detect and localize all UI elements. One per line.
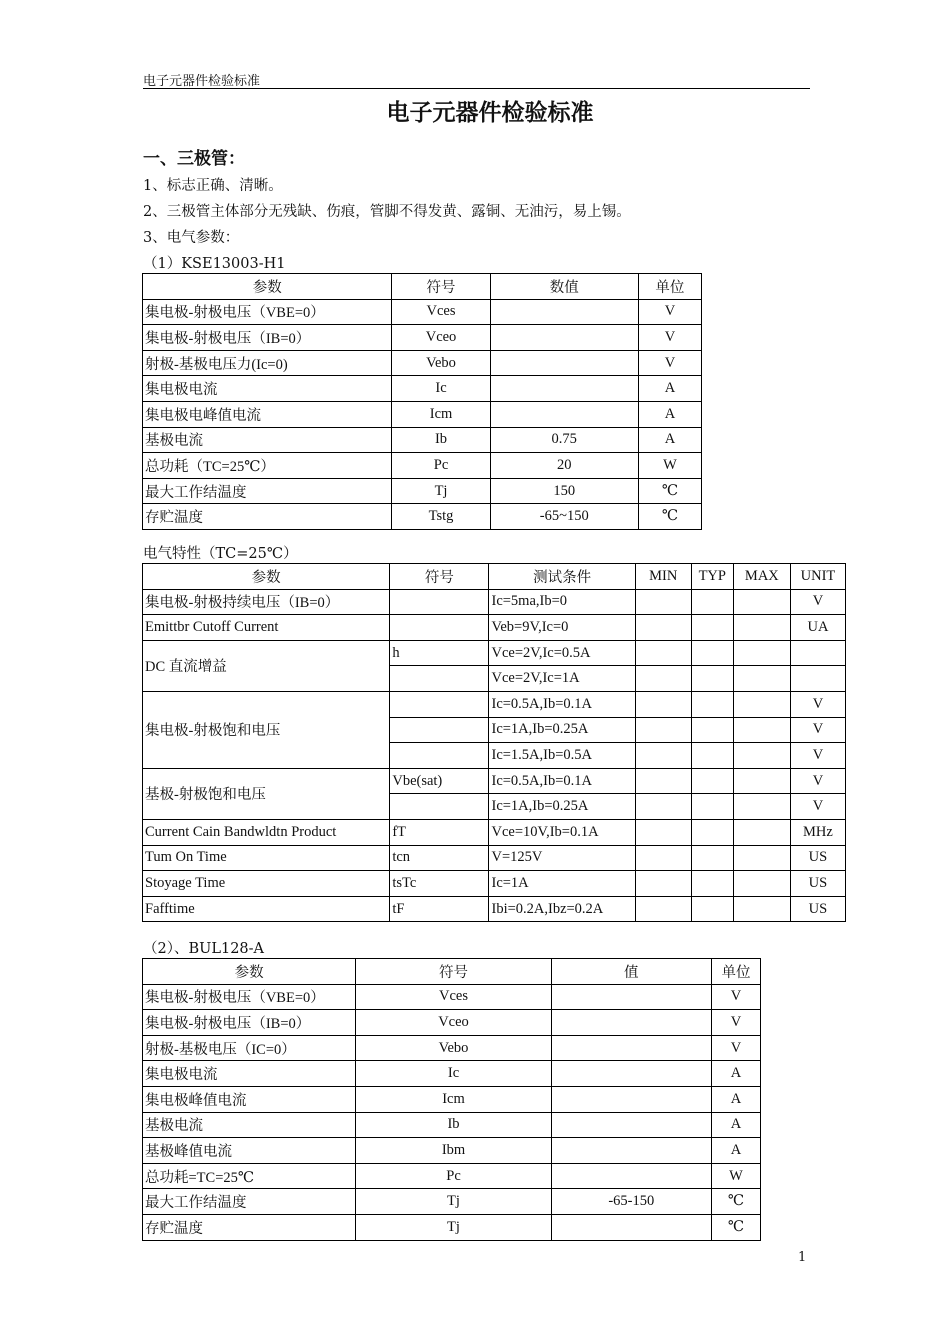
cell-symbol: Icm: [392, 401, 490, 427]
cell-typ: [691, 717, 733, 743]
cell-value: -65~150: [490, 504, 638, 530]
cell-value: [551, 1138, 711, 1164]
cell-param: 基极电流: [143, 1112, 356, 1138]
cell-value: [551, 1086, 711, 1112]
cell-param: Tum On Time: [143, 845, 390, 871]
cell-value: [490, 401, 638, 427]
header-symbol: 符号: [392, 274, 490, 300]
cell-typ: [691, 589, 733, 615]
cell-min: [635, 743, 691, 769]
cell-unit: A: [638, 401, 701, 427]
cell-min: [635, 640, 691, 666]
cell-condition: Vce=10V,Ib=0.1A: [489, 819, 635, 845]
cell-unit: MHz: [790, 819, 845, 845]
table1-caption: （1）KSE13003-H1: [143, 256, 286, 272]
cell-min: [635, 717, 691, 743]
cell-symbol: [390, 743, 489, 769]
cell-symbol: tcn: [390, 845, 489, 871]
table-row: [143, 401, 702, 427]
cell-unit: W: [638, 453, 701, 479]
cell-value: [551, 1214, 711, 1240]
cell-max: [733, 640, 790, 666]
table2-caption: 电气特性（TC=25℃）: [143, 546, 298, 562]
header-symbol: 符号: [390, 564, 489, 590]
cell-param: 集电极电峰值电流: [143, 401, 392, 427]
cell-condition: Ic=0.5A,Ib=0.1A: [489, 691, 635, 717]
cell-typ: [691, 794, 733, 820]
header-typ: TYP: [691, 564, 733, 590]
cell-param: 射极-基极电压力(Ic=0): [143, 350, 392, 376]
cell-value: [551, 1061, 711, 1087]
cell-param: 总功耗=TC=25℃: [143, 1163, 356, 1189]
cell-symbol: [390, 794, 489, 820]
cell-max: [733, 871, 790, 897]
page-number: 1: [798, 1250, 807, 1265]
cell-symbol: fT: [390, 819, 489, 845]
cell-condition: Ic=1.5A,Ib=0.5A: [489, 743, 635, 769]
document-title: 电子元器件检验标准: [386, 100, 594, 126]
cell-typ: [691, 845, 733, 871]
cell-symbol: Pc: [356, 1163, 551, 1189]
cell-param: 集电极-射极持续电压（IB=0）: [143, 589, 390, 615]
cell-unit: V: [790, 768, 845, 794]
cell-symbol: Tj: [356, 1189, 551, 1215]
table-row: [143, 1138, 761, 1164]
table-row: [143, 896, 846, 922]
running-header: 电子元器件检验标准: [143, 74, 261, 89]
table-row: [143, 819, 846, 845]
cell-unit: V: [711, 984, 760, 1010]
cell-symbol: tF: [390, 896, 489, 922]
cell-unit: UA: [790, 615, 845, 641]
cell-unit: V: [638, 325, 701, 351]
cell-typ: [691, 640, 733, 666]
header-symbol: 符号: [356, 959, 551, 985]
table-row: [143, 1214, 761, 1240]
cell-param: 基极峰值电流: [143, 1138, 356, 1164]
cell-symbol: Ib: [356, 1112, 551, 1138]
cell-typ: [691, 871, 733, 897]
cell-condition: Veb=9V,Ic=0: [489, 615, 635, 641]
cell-condition: Ic=1A,Ib=0.25A: [489, 717, 635, 743]
cell-unit: V: [638, 350, 701, 376]
item-3: 3、电气参数：: [143, 230, 240, 246]
cell-param: 集电极-射极电压（IB=0）: [143, 1010, 356, 1036]
cell-unit: ℃: [711, 1214, 760, 1240]
table-row: [143, 376, 702, 402]
cell-typ: [691, 743, 733, 769]
cell-max: [733, 794, 790, 820]
cell-typ: [691, 896, 733, 922]
table-row: [143, 299, 702, 325]
table-kse13003: [142, 273, 702, 530]
cell-unit: ℃: [638, 478, 701, 504]
cell-max: [733, 615, 790, 641]
cell-symbol: Icm: [356, 1086, 551, 1112]
cell-param: 最大工作结温度: [143, 1189, 356, 1215]
cell-unit: A: [638, 427, 701, 453]
table-header-row: [143, 959, 761, 985]
cell-value: 150: [490, 478, 638, 504]
cell-unit: ℃: [711, 1189, 760, 1215]
table-header-row: [143, 274, 702, 300]
cell-symbol: Vces: [392, 299, 490, 325]
header-param: 参数: [143, 959, 356, 985]
table-row: [143, 1035, 761, 1061]
cell-value: [490, 350, 638, 376]
table-row: [143, 1189, 761, 1215]
cell-min: [635, 615, 691, 641]
table-row: [143, 871, 846, 897]
cell-typ: [691, 768, 733, 794]
cell-param: 集电极电流: [143, 1061, 356, 1087]
table-row: [143, 1061, 761, 1087]
cell-condition: Vce=2V,Ic=0.5A: [489, 640, 635, 666]
cell-param: 集电极-射极饱和电压: [143, 691, 390, 768]
cell-param: Emittbr Cutoff Current: [143, 615, 390, 641]
cell-symbol: Ic: [356, 1061, 551, 1087]
header-unit: UNIT: [790, 564, 845, 590]
cell-symbol: Tstg: [392, 504, 490, 530]
cell-value: [490, 299, 638, 325]
cell-symbol: Ic: [392, 376, 490, 402]
cell-unit: A: [638, 376, 701, 402]
cell-min: [635, 589, 691, 615]
table-row: [143, 427, 702, 453]
cell-param: DC 直流增益: [143, 640, 390, 691]
table-bul128a: [142, 958, 761, 1241]
table-row: [143, 350, 702, 376]
cell-symbol: Vebo: [356, 1035, 551, 1061]
cell-min: [635, 871, 691, 897]
cell-symbol: Vceo: [356, 1010, 551, 1036]
cell-max: [733, 589, 790, 615]
cell-unit: V: [711, 1035, 760, 1061]
cell-max: [733, 845, 790, 871]
header-value: 数值: [490, 274, 638, 300]
cell-param: 最大工作结温度: [143, 478, 392, 504]
table-row: [143, 478, 702, 504]
cell-min: [635, 896, 691, 922]
cell-value: [551, 1035, 711, 1061]
header-unit: 单位: [638, 274, 701, 300]
cell-unit: US: [790, 871, 845, 897]
cell-min: [635, 691, 691, 717]
cell-param: 集电极电流: [143, 376, 392, 402]
cell-symbol: tsTc: [390, 871, 489, 897]
cell-symbol: [390, 589, 489, 615]
cell-value: -65-150: [551, 1189, 711, 1215]
cell-condition: Ibi=0.2A,Ibz=0.2A: [489, 896, 635, 922]
cell-condition: Ic=1A,Ib=0.25A: [489, 794, 635, 820]
cell-unit: V: [638, 299, 701, 325]
cell-min: [635, 845, 691, 871]
cell-unit: A: [711, 1086, 760, 1112]
cell-max: [733, 743, 790, 769]
cell-symbol: Ib: [392, 427, 490, 453]
cell-symbol: [390, 615, 489, 641]
cell-unit: V: [790, 717, 845, 743]
table-row: [143, 325, 702, 351]
cell-unit: V: [790, 691, 845, 717]
table-row: [143, 1163, 761, 1189]
header-rule: [143, 88, 810, 89]
table-row: [143, 1010, 761, 1036]
item-2: 2、三极管主体部分无残缺、伤痕，管脚不得发黄、露铜、无油污，易上锡。: [143, 204, 631, 220]
cell-unit: US: [790, 896, 845, 922]
cell-unit: V: [790, 794, 845, 820]
item-1: 1、标志正确、清晰。: [143, 178, 283, 194]
table-row: [143, 640, 846, 666]
cell-condition: V=125V: [489, 845, 635, 871]
cell-unit: A: [711, 1138, 760, 1164]
cell-symbol: [390, 717, 489, 743]
cell-value: 0.75: [490, 427, 638, 453]
cell-param: 总功耗（TC=25℃）: [143, 453, 392, 479]
table-row: [143, 768, 846, 794]
cell-max: [733, 717, 790, 743]
table-electrical-characteristics: [142, 563, 846, 922]
cell-unit: US: [790, 845, 845, 871]
table2-body: [143, 564, 846, 922]
cell-value: [490, 325, 638, 351]
cell-param: 集电极-射极电压（VBE=0）: [143, 984, 356, 1010]
cell-typ: [691, 666, 733, 692]
cell-condition: Ic=5ma,Ib=0: [489, 589, 635, 615]
cell-max: [733, 819, 790, 845]
cell-max: [733, 666, 790, 692]
cell-param: 基极电流: [143, 427, 392, 453]
header-condition: 测试条件: [489, 564, 635, 590]
header-min: MIN: [635, 564, 691, 590]
table1-body: [143, 274, 702, 530]
table-row: [143, 845, 846, 871]
table-row: [143, 589, 846, 615]
table3-body: [143, 959, 761, 1241]
cell-unit: V: [711, 1010, 760, 1036]
cell-unit: W: [711, 1163, 760, 1189]
cell-param: 集电极峰值电流: [143, 1086, 356, 1112]
section-heading: 一、三极管：: [143, 149, 245, 169]
cell-value: [551, 984, 711, 1010]
table-row: [143, 984, 761, 1010]
cell-unit: V: [790, 589, 845, 615]
cell-param: Current Cain Bandwldtn Product: [143, 819, 390, 845]
header-param: 参数: [143, 274, 392, 300]
cell-param: Fafftime: [143, 896, 390, 922]
cell-value: [490, 376, 638, 402]
cell-min: [635, 768, 691, 794]
cell-symbol: Tj: [356, 1214, 551, 1240]
cell-param: 集电极-射极电压（IB=0）: [143, 325, 392, 351]
table-row: [143, 691, 846, 717]
table-row: [143, 1112, 761, 1138]
cell-param: 集电极-射极电压（VBE=0）: [143, 299, 392, 325]
cell-typ: [691, 819, 733, 845]
cell-typ: [691, 691, 733, 717]
table-row: [143, 615, 846, 641]
cell-max: [733, 896, 790, 922]
cell-param: 射极-基极电压（IC=0）: [143, 1035, 356, 1061]
table3-caption: （2）、BUL128-A: [143, 941, 265, 957]
cell-unit: [790, 640, 845, 666]
cell-value: [551, 1163, 711, 1189]
cell-unit: A: [711, 1112, 760, 1138]
cell-condition: Ic=1A: [489, 871, 635, 897]
cell-symbol: Vbe(sat): [390, 768, 489, 794]
header-max: MAX: [733, 564, 790, 590]
cell-value: [551, 1112, 711, 1138]
table-header-row: [143, 564, 846, 590]
cell-symbol: h: [390, 640, 489, 666]
header-value: 值: [551, 959, 711, 985]
cell-param: Stoyage Time: [143, 871, 390, 897]
cell-min: [635, 819, 691, 845]
cell-condition: Vce=2V,Ic=1A: [489, 666, 635, 692]
cell-min: [635, 666, 691, 692]
cell-param: 基极-射极饱和电压: [143, 768, 390, 819]
cell-symbol: Vceo: [392, 325, 490, 351]
cell-param: 存贮温度: [143, 504, 392, 530]
header-param: 参数: [143, 564, 390, 590]
cell-value: [551, 1010, 711, 1036]
cell-symbol: Vebo: [392, 350, 490, 376]
cell-max: [733, 691, 790, 717]
cell-param: 存贮温度: [143, 1214, 356, 1240]
cell-unit: V: [790, 743, 845, 769]
cell-symbol: [390, 666, 489, 692]
table-row: [143, 453, 702, 479]
cell-condition: Ic=0.5A,Ib=0.1A: [489, 768, 635, 794]
cell-value: 20: [490, 453, 638, 479]
cell-symbol: Vces: [356, 984, 551, 1010]
header-unit: 单位: [711, 959, 760, 985]
cell-symbol: Tj: [392, 478, 490, 504]
cell-symbol: [390, 691, 489, 717]
cell-min: [635, 794, 691, 820]
table-row: [143, 1086, 761, 1112]
cell-unit: ℃: [638, 504, 701, 530]
table-row: [143, 504, 702, 530]
cell-symbol: Ibm: [356, 1138, 551, 1164]
cell-unit: [790, 666, 845, 692]
cell-symbol: Pc: [392, 453, 490, 479]
cell-unit: A: [711, 1061, 760, 1087]
cell-max: [733, 768, 790, 794]
cell-typ: [691, 615, 733, 641]
